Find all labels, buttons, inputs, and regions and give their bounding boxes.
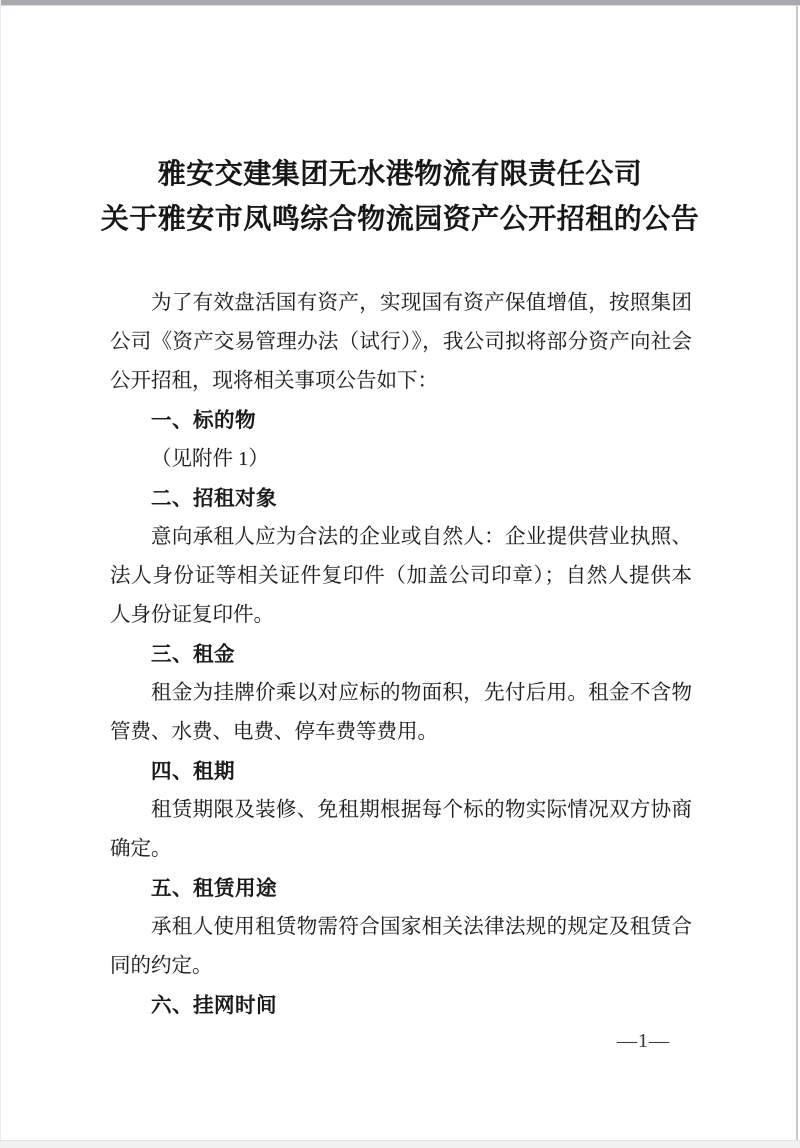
section-heading-1-subject: 一、标的物: [151, 409, 256, 432]
paragraph-term: 租赁期限及装修、免租期根据每个标的物实际情况双方协商确定。: [110, 799, 692, 860]
section-heading-3-rent: 三、租金: [151, 643, 235, 666]
section-heading-5-usage: 五、租赁用途: [151, 877, 277, 900]
intro-paragraph: 为了有效盘活国有资产，实现国有资产保值增值，按照集团公司《资产交易管理办法（试行）》，我公司拟将部分资产向社会公开招租，现将相关事项公告如下：: [110, 292, 692, 392]
paragraph-rent: 租金为挂牌价乘以对应标的物面积，先付后用。租金不含物管费、水费、电费、停车费等费用。: [110, 682, 692, 743]
page-number: —1—: [617, 1030, 670, 1052]
section-heading-4-term: 四、租期: [151, 760, 235, 783]
section-heading-6-listing-time: 六、挂网时间: [151, 994, 277, 1017]
paragraph-rent-target: 意向承租人应为合法的企业或自然人：企业提供营业执照、法人身份证等相关证件复印件（加盖公司印章）；自然人提供本人身份证复印件。: [110, 526, 692, 626]
paragraph-usage: 承租人使用租赁物需符合国家相关法律法规的规定及租赁合同的约定。: [110, 916, 692, 977]
doc-title-line1: 雅安交建集团无水港物流有限责任公司: [157, 159, 643, 190]
doc-body: [110, 284, 692, 1025]
scan-bottom-edge: [0, 1140, 800, 1148]
section-heading-2-target: 二、招租对象: [151, 487, 277, 510]
doc-title: [0, 152, 800, 242]
attachment-note: （见附件 1）: [151, 448, 269, 470]
doc-title-line2: 关于雅安市凤鸣综合物流园资产公开招租的公告: [100, 204, 700, 235]
